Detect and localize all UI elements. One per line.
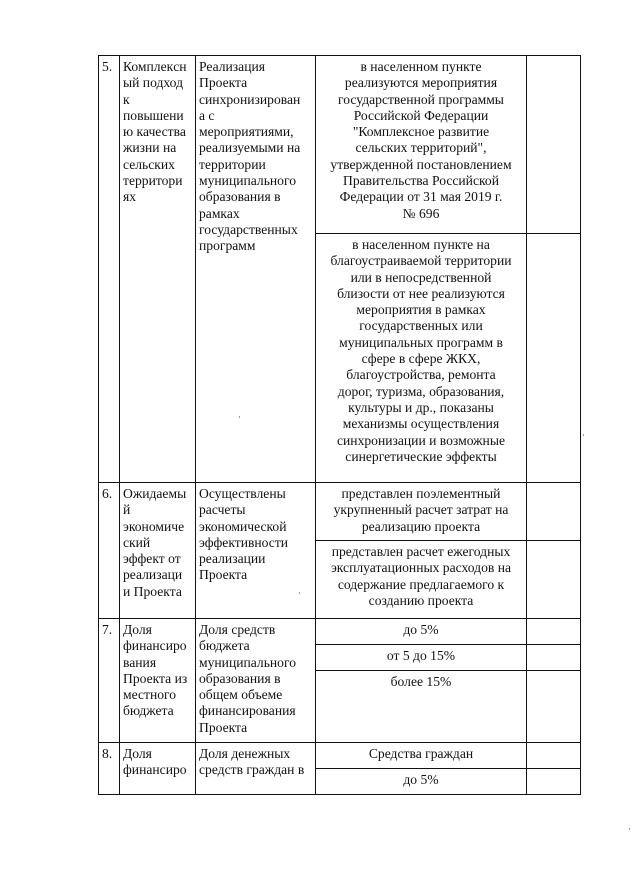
value-cell: до 5%	[316, 769, 527, 795]
table-row	[99, 483, 581, 541]
points-cell	[527, 743, 581, 769]
points-cell	[527, 483, 581, 541]
description-cell: Доля денежных средств граждан в	[196, 743, 316, 795]
description-cell: Доля средств бюджета муниципального образования в общем объеме финансирования Проекта	[196, 619, 316, 743]
description-cell: Реализация Проекта синхронизирован а с мероприятиями, реализуемыми на территории муниципального образования в рамках государственных программ	[196, 56, 316, 483]
table-row	[99, 56, 581, 234]
points-cell	[527, 769, 581, 795]
scan-speck: ·	[628, 825, 631, 835]
points-cell	[527, 56, 581, 234]
value-cell: представлен поэлементный укрупненный расчет затрат на реализацию проекта	[316, 483, 527, 541]
value-cell: в населенном пункте реализуются мероприятия государственной программы Российской Федерации "Комплексное развитие сельских территорий", утвержденной постановлением Правительства Российской Федерации от 31 мая 2019 г. № 696	[316, 56, 527, 234]
points-cell	[527, 234, 581, 483]
criterion-cell: Ожидаемы й экономиче ский эффект от реализаци и Проекта	[120, 483, 196, 619]
points-cell	[527, 671, 581, 743]
value-cell: от 5 до 15%	[316, 645, 527, 671]
scan-speck: ·	[582, 431, 585, 441]
scan-speck: ·	[298, 589, 301, 599]
criterion-cell: Комплекcн ый подход к повышени ю качества жизни на сельских территори ях	[120, 56, 196, 483]
criteria-table	[98, 55, 581, 795]
value-cell: в населенном пункте на благоустраиваемой территории или в непосредственной близости от нее реализуются мероприятия в рамках государственных или муниципальных программ в сфере в сфере ЖКХ, благоустройства, ремонта дорог, туризма, образования, культуры и др., показаны механизмы осуществления синхронизации и возможные синергетические эффекты	[316, 234, 527, 483]
row-number: 8.	[99, 743, 120, 795]
scan-speck: ·	[238, 413, 241, 423]
points-cell	[527, 645, 581, 671]
value-cell: до 5%	[316, 619, 527, 645]
table-row	[99, 743, 581, 769]
table-row	[99, 619, 581, 645]
criterion-cell: Доля финансиро	[120, 743, 196, 795]
value-cell: представлен расчет ежегодных эксплуатационных расходов на содержание предлагаемого к созданию проекта	[316, 541, 527, 619]
value-cell: Средства граждан	[316, 743, 527, 769]
row-number: 7.	[99, 619, 120, 743]
value-cell: более 15%	[316, 671, 527, 743]
row-number: 6.	[99, 483, 120, 619]
points-cell	[527, 541, 581, 619]
criterion-cell: Доля финансиро вания Проекта из местного бюджета	[120, 619, 196, 743]
points-cell	[527, 619, 581, 645]
description-cell: Осуществлены расчеты экономической эффективности реализации Проекта	[196, 483, 316, 619]
row-number: 5.	[99, 56, 120, 483]
